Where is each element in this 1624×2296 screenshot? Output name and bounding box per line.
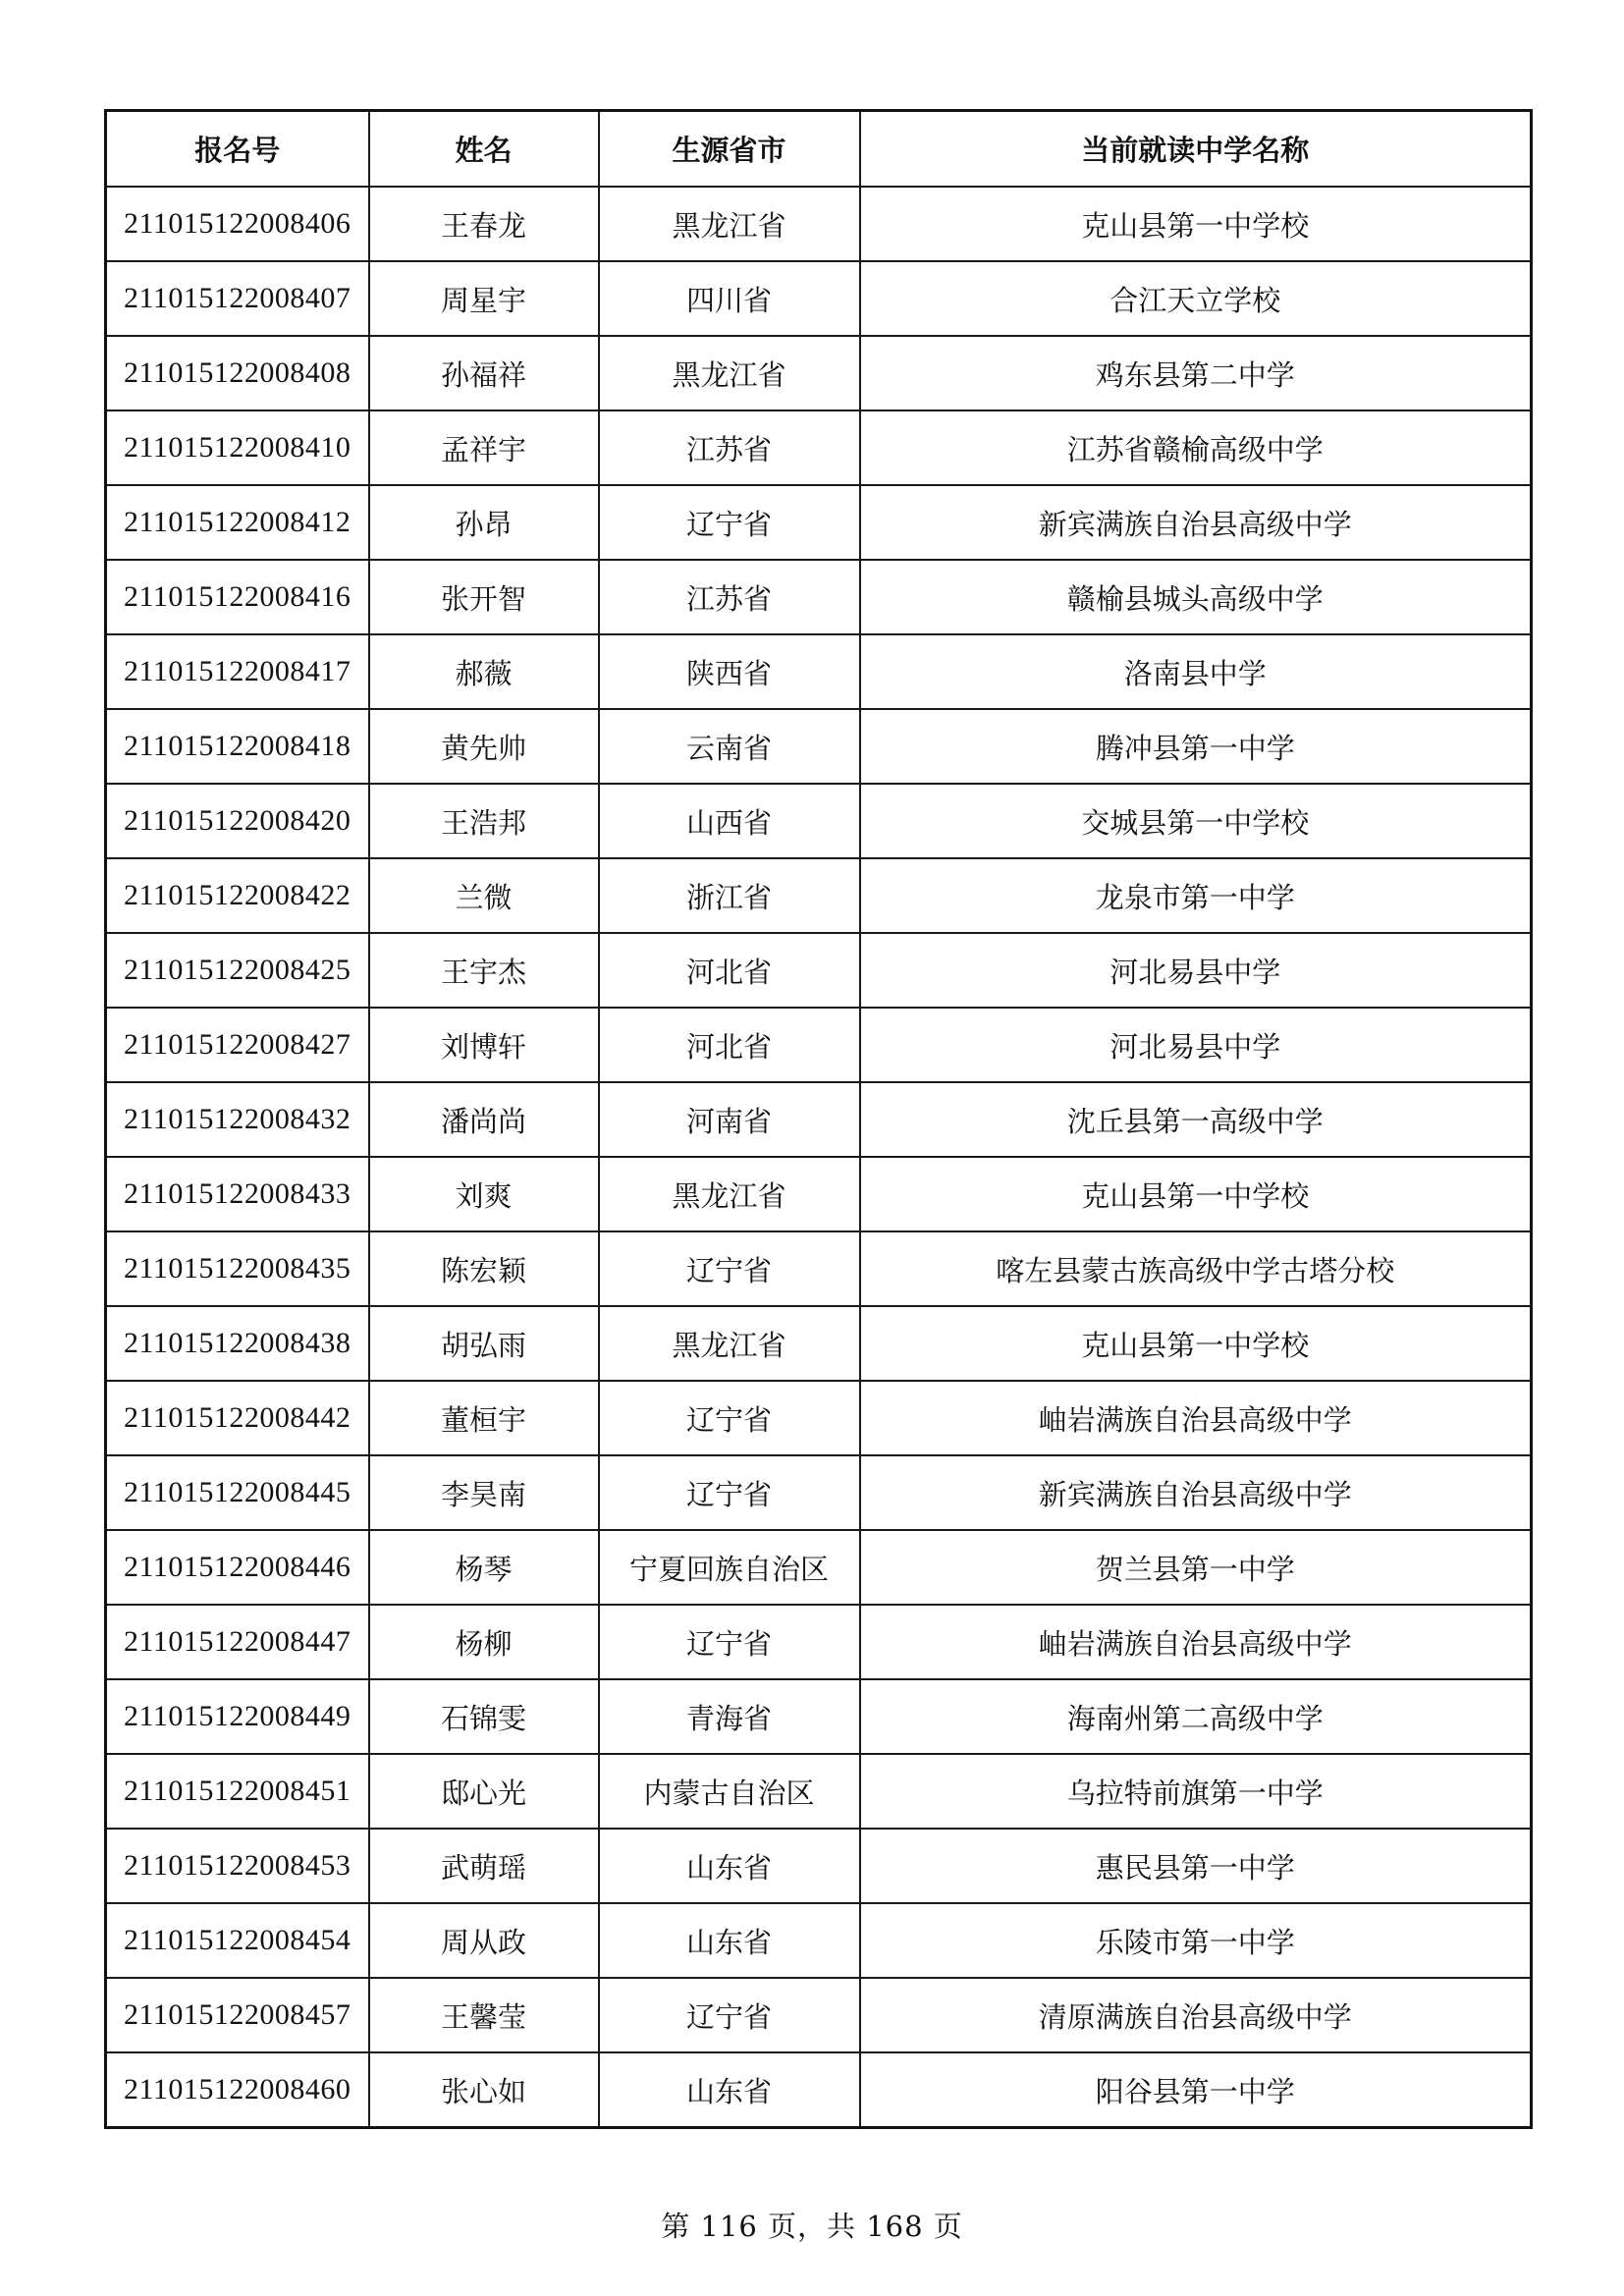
cell-province: 河北省: [599, 933, 860, 1008]
table-body: [106, 187, 1532, 2128]
cell-province: 江苏省: [599, 410, 860, 485]
cell-name: 李昊南: [369, 1455, 599, 1530]
table-row: [106, 1903, 1532, 1978]
cell-name: 胡弘雨: [369, 1306, 599, 1381]
cell-name: 邸心光: [369, 1754, 599, 1829]
cell-registration-number: 211015122008451: [106, 1754, 369, 1829]
header-school: 当前就读中学名称: [860, 111, 1532, 188]
cell-name: 王宇杰: [369, 933, 599, 1008]
cell-registration-number: 211015122008412: [106, 485, 369, 560]
cell-school: 克山县第一中学校: [860, 1306, 1532, 1381]
cell-school: 合江天立学校: [860, 261, 1532, 336]
table-row: [106, 1231, 1532, 1306]
table-row: [106, 1754, 1532, 1829]
cell-province: 山东省: [599, 1903, 860, 1978]
cell-school: 乐陵市第一中学: [860, 1903, 1532, 1978]
cell-registration-number: 211015122008446: [106, 1530, 369, 1605]
cell-name: 刘爽: [369, 1157, 599, 1231]
cell-school: 腾冲县第一中学: [860, 709, 1532, 784]
header-registration-number: 报名号: [106, 111, 369, 188]
cell-name: 董桓宇: [369, 1381, 599, 1455]
cell-registration-number: 211015122008406: [106, 187, 369, 261]
cell-registration-number: 211015122008410: [106, 410, 369, 485]
cell-name: 陈宏颖: [369, 1231, 599, 1306]
cell-name: 杨柳: [369, 1605, 599, 1679]
cell-school: 洛南县中学: [860, 634, 1532, 709]
cell-registration-number: 211015122008438: [106, 1306, 369, 1381]
cell-registration-number: 211015122008457: [106, 1978, 369, 2052]
cell-name: 石锦雯: [369, 1679, 599, 1754]
cell-school: 惠民县第一中学: [860, 1829, 1532, 1903]
cell-school: 龙泉市第一中学: [860, 858, 1532, 933]
table-row: [106, 1008, 1532, 1082]
cell-registration-number: 211015122008453: [106, 1829, 369, 1903]
table-row: [106, 858, 1532, 933]
table-row: [106, 1082, 1532, 1157]
cell-name: 张心如: [369, 2052, 599, 2128]
table-row: [106, 410, 1532, 485]
cell-school: 岫岩满族自治县高级中学: [860, 1605, 1532, 1679]
cell-school: 克山县第一中学校: [860, 187, 1532, 261]
cell-name: 武萌瑶: [369, 1829, 599, 1903]
cell-registration-number: 211015122008422: [106, 858, 369, 933]
cell-school: 新宾满族自治县高级中学: [860, 1455, 1532, 1530]
table-header: [106, 111, 1532, 188]
cell-province: 黑龙江省: [599, 1157, 860, 1231]
page-number: 第 116 页，共 168 页: [661, 2210, 963, 2243]
cell-school: 河北易县中学: [860, 933, 1532, 1008]
cell-name: 孟祥宇: [369, 410, 599, 485]
cell-school: 海南州第二高级中学: [860, 1679, 1532, 1754]
cell-province: 浙江省: [599, 858, 860, 933]
cell-province: 山东省: [599, 1829, 860, 1903]
cell-registration-number: 211015122008425: [106, 933, 369, 1008]
cell-school: 贺兰县第一中学: [860, 1530, 1532, 1605]
cell-registration-number: 211015122008447: [106, 1605, 369, 1679]
cell-school: 新宾满族自治县高级中学: [860, 485, 1532, 560]
cell-school: 喀左县蒙古族高级中学古塔分校: [860, 1231, 1532, 1306]
cell-school: 沈丘县第一高级中学: [860, 1082, 1532, 1157]
table-row: [106, 485, 1532, 560]
cell-province: 辽宁省: [599, 1455, 860, 1530]
cell-name: 刘博轩: [369, 1008, 599, 1082]
cell-province: 黑龙江省: [599, 336, 860, 410]
cell-province: 辽宁省: [599, 1231, 860, 1306]
table-row: [106, 1381, 1532, 1455]
table-row: [106, 1829, 1532, 1903]
table-row: [106, 709, 1532, 784]
cell-school: 乌拉特前旗第一中学: [860, 1754, 1532, 1829]
cell-name: 兰微: [369, 858, 599, 933]
cell-province: 青海省: [599, 1679, 860, 1754]
cell-province: 江苏省: [599, 560, 860, 634]
table-row: [106, 336, 1532, 410]
table-row: [106, 933, 1532, 1008]
cell-province: 山西省: [599, 784, 860, 858]
table-row: [106, 560, 1532, 634]
cell-registration-number: 211015122008449: [106, 1679, 369, 1754]
cell-name: 王春龙: [369, 187, 599, 261]
cell-province: 河北省: [599, 1008, 860, 1082]
cell-name: 王馨莹: [369, 1978, 599, 2052]
cell-registration-number: 211015122008418: [106, 709, 369, 784]
table-row: [106, 634, 1532, 709]
cell-school: 岫岩满族自治县高级中学: [860, 1381, 1532, 1455]
table-row: [106, 784, 1532, 858]
cell-province: 辽宁省: [599, 485, 860, 560]
cell-province: 四川省: [599, 261, 860, 336]
cell-registration-number: 211015122008427: [106, 1008, 369, 1082]
cell-registration-number: 211015122008416: [106, 560, 369, 634]
cell-name: 张开智: [369, 560, 599, 634]
header-name: 姓名: [369, 111, 599, 188]
cell-registration-number: 211015122008433: [106, 1157, 369, 1231]
cell-province: 山东省: [599, 2052, 860, 2128]
cell-school: 河北易县中学: [860, 1008, 1532, 1082]
table-row: [106, 1530, 1532, 1605]
cell-registration-number: 211015122008460: [106, 2052, 369, 2128]
cell-registration-number: 211015122008442: [106, 1381, 369, 1455]
student-table: [104, 109, 1533, 2129]
cell-registration-number: 211015122008408: [106, 336, 369, 410]
cell-name: 黄先帅: [369, 709, 599, 784]
cell-province: 内蒙古自治区: [599, 1754, 860, 1829]
cell-registration-number: 211015122008435: [106, 1231, 369, 1306]
cell-registration-number: 211015122008420: [106, 784, 369, 858]
cell-province: 宁夏回族自治区: [599, 1530, 860, 1605]
cell-name: 郝薇: [369, 634, 599, 709]
cell-province: 辽宁省: [599, 1978, 860, 2052]
cell-registration-number: 211015122008407: [106, 261, 369, 336]
table-row: [106, 1306, 1532, 1381]
cell-school: 克山县第一中学校: [860, 1157, 1532, 1231]
cell-name: 孙昂: [369, 485, 599, 560]
cell-registration-number: 211015122008417: [106, 634, 369, 709]
cell-province: 黑龙江省: [599, 1306, 860, 1381]
cell-name: 周星宇: [369, 261, 599, 336]
cell-registration-number: 211015122008432: [106, 1082, 369, 1157]
cell-school: 阳谷县第一中学: [860, 2052, 1532, 2128]
table-row: [106, 187, 1532, 261]
cell-province: 辽宁省: [599, 1381, 860, 1455]
cell-name: 周从政: [369, 1903, 599, 1978]
cell-name: 孙福祥: [369, 336, 599, 410]
cell-name: 潘尚尚: [369, 1082, 599, 1157]
table-row: [106, 2052, 1532, 2128]
cell-name: 王浩邦: [369, 784, 599, 858]
cell-school: 江苏省赣榆高级中学: [860, 410, 1532, 485]
cell-province: 河南省: [599, 1082, 860, 1157]
table-row: [106, 1455, 1532, 1530]
table-row: [106, 261, 1532, 336]
cell-province: 黑龙江省: [599, 187, 860, 261]
cell-school: 清原满族自治县高级中学: [860, 1978, 1532, 2052]
table-row: [106, 1679, 1532, 1754]
header-province: 生源省市: [599, 111, 860, 188]
cell-registration-number: 211015122008454: [106, 1903, 369, 1978]
cell-school: 鸡东县第二中学: [860, 336, 1532, 410]
table-row: [106, 1605, 1532, 1679]
cell-province: 辽宁省: [599, 1605, 860, 1679]
cell-province: 云南省: [599, 709, 860, 784]
cell-school: 交城县第一中学校: [860, 784, 1532, 858]
cell-name: 杨琴: [369, 1530, 599, 1605]
cell-province: 陕西省: [599, 634, 860, 709]
table-row: [106, 1157, 1532, 1231]
table-row: [106, 1978, 1532, 2052]
header-row: [106, 111, 1532, 188]
cell-registration-number: 211015122008445: [106, 1455, 369, 1530]
cell-school: 赣榆县城头高级中学: [860, 560, 1532, 634]
